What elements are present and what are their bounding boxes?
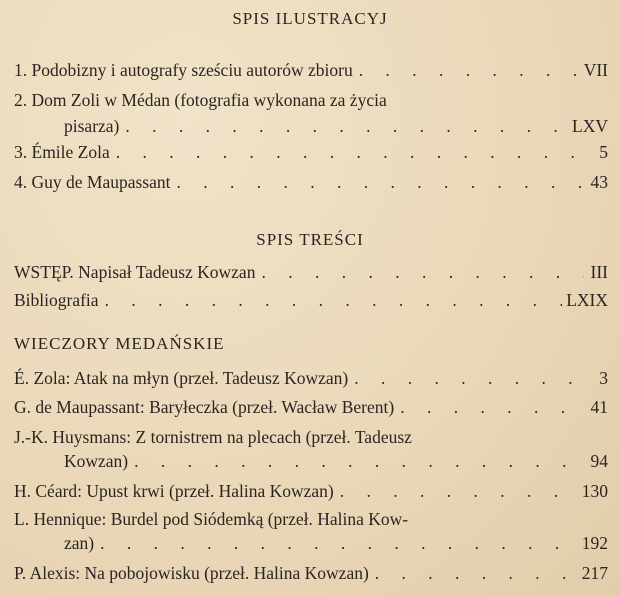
leader-dots	[353, 60, 580, 81]
entry-page: 41	[590, 397, 608, 417]
entry-title: Bibliografia	[14, 290, 99, 310]
toc-entry-continuation	[64, 451, 608, 472]
toc-entry	[14, 481, 608, 502]
section-heading: WIECZORY MEDAŃSKIE	[14, 334, 225, 353]
entry-title: É. Zola: Atak na młyn (przeł. Tadeusz Kowzan)	[14, 368, 349, 388]
entry-page: 43	[590, 172, 608, 192]
toc-entry: L. Hennique: Burdel pod Siódemką (przeł. Halina Kow-	[14, 509, 409, 529]
entry-title: Kowzan)	[64, 451, 129, 471]
entry-title: P. Alexis: Na pobojowisku (przeł. Halina Kowzan)	[14, 563, 369, 583]
leader-dots	[99, 290, 563, 311]
entry-page: 94	[590, 451, 608, 471]
toc-entry	[14, 60, 608, 81]
toc-entry	[14, 290, 608, 311]
toc-entry: 2. Dom Zoli w Médan (fotografia wykonana za życia	[14, 90, 387, 110]
contents-heading: SPIS TREŚCI	[256, 230, 364, 249]
toc-entry	[14, 172, 608, 193]
toc-entry-continuation	[64, 533, 608, 554]
leader-dots	[110, 142, 584, 163]
entry-page: LXIX	[566, 290, 608, 310]
toc-entry	[14, 397, 608, 418]
entry-title: WSTĘP. Napisał Tadeusz Kowzan	[14, 262, 256, 282]
toc-entry	[14, 368, 608, 389]
entry-page: III	[590, 262, 608, 282]
leader-dots	[255, 262, 584, 283]
toc-entry	[14, 262, 608, 283]
illustrations-heading: SPIS ILUSTRACYJ	[232, 9, 388, 28]
leader-dots	[128, 451, 584, 472]
entry-page: LXV	[572, 116, 608, 136]
entry-page: 5	[599, 142, 608, 162]
entry-page: VII	[583, 60, 608, 80]
entry-title: 1. Podobizny i autografy sześciu autorów zbioru	[14, 60, 353, 80]
entry-page: 192	[581, 533, 608, 553]
leader-dots	[334, 481, 578, 502]
entry-title: zan)	[64, 533, 95, 553]
leader-dots	[171, 172, 584, 193]
leader-dots	[394, 397, 584, 418]
entry-title: H. Céard: Upust krwi (przeł. Halina Kowzan)	[14, 481, 334, 501]
leader-dots	[119, 116, 568, 137]
entry-title: 4. Guy de Maupassant	[14, 172, 171, 192]
entry-title: G. de Maupassant: Baryłeczka (przeł. Wacław Berent)	[14, 397, 395, 417]
toc-entry	[14, 563, 608, 584]
leader-dots	[94, 533, 578, 554]
entry-title: 3. Émile Zola	[14, 142, 110, 162]
toc-entry: J.-K. Huysmans: Z tornistrem na plecach (przeł. Tadeusz	[14, 427, 412, 447]
toc-entry	[14, 142, 608, 163]
entry-page: 3	[599, 368, 608, 388]
entry-page: 130	[581, 481, 608, 501]
entry-page: 217	[581, 563, 608, 583]
leader-dots	[369, 563, 578, 584]
toc-entry-continuation	[64, 116, 608, 137]
entry-title: pisarza)	[64, 116, 120, 136]
leader-dots	[348, 368, 584, 389]
